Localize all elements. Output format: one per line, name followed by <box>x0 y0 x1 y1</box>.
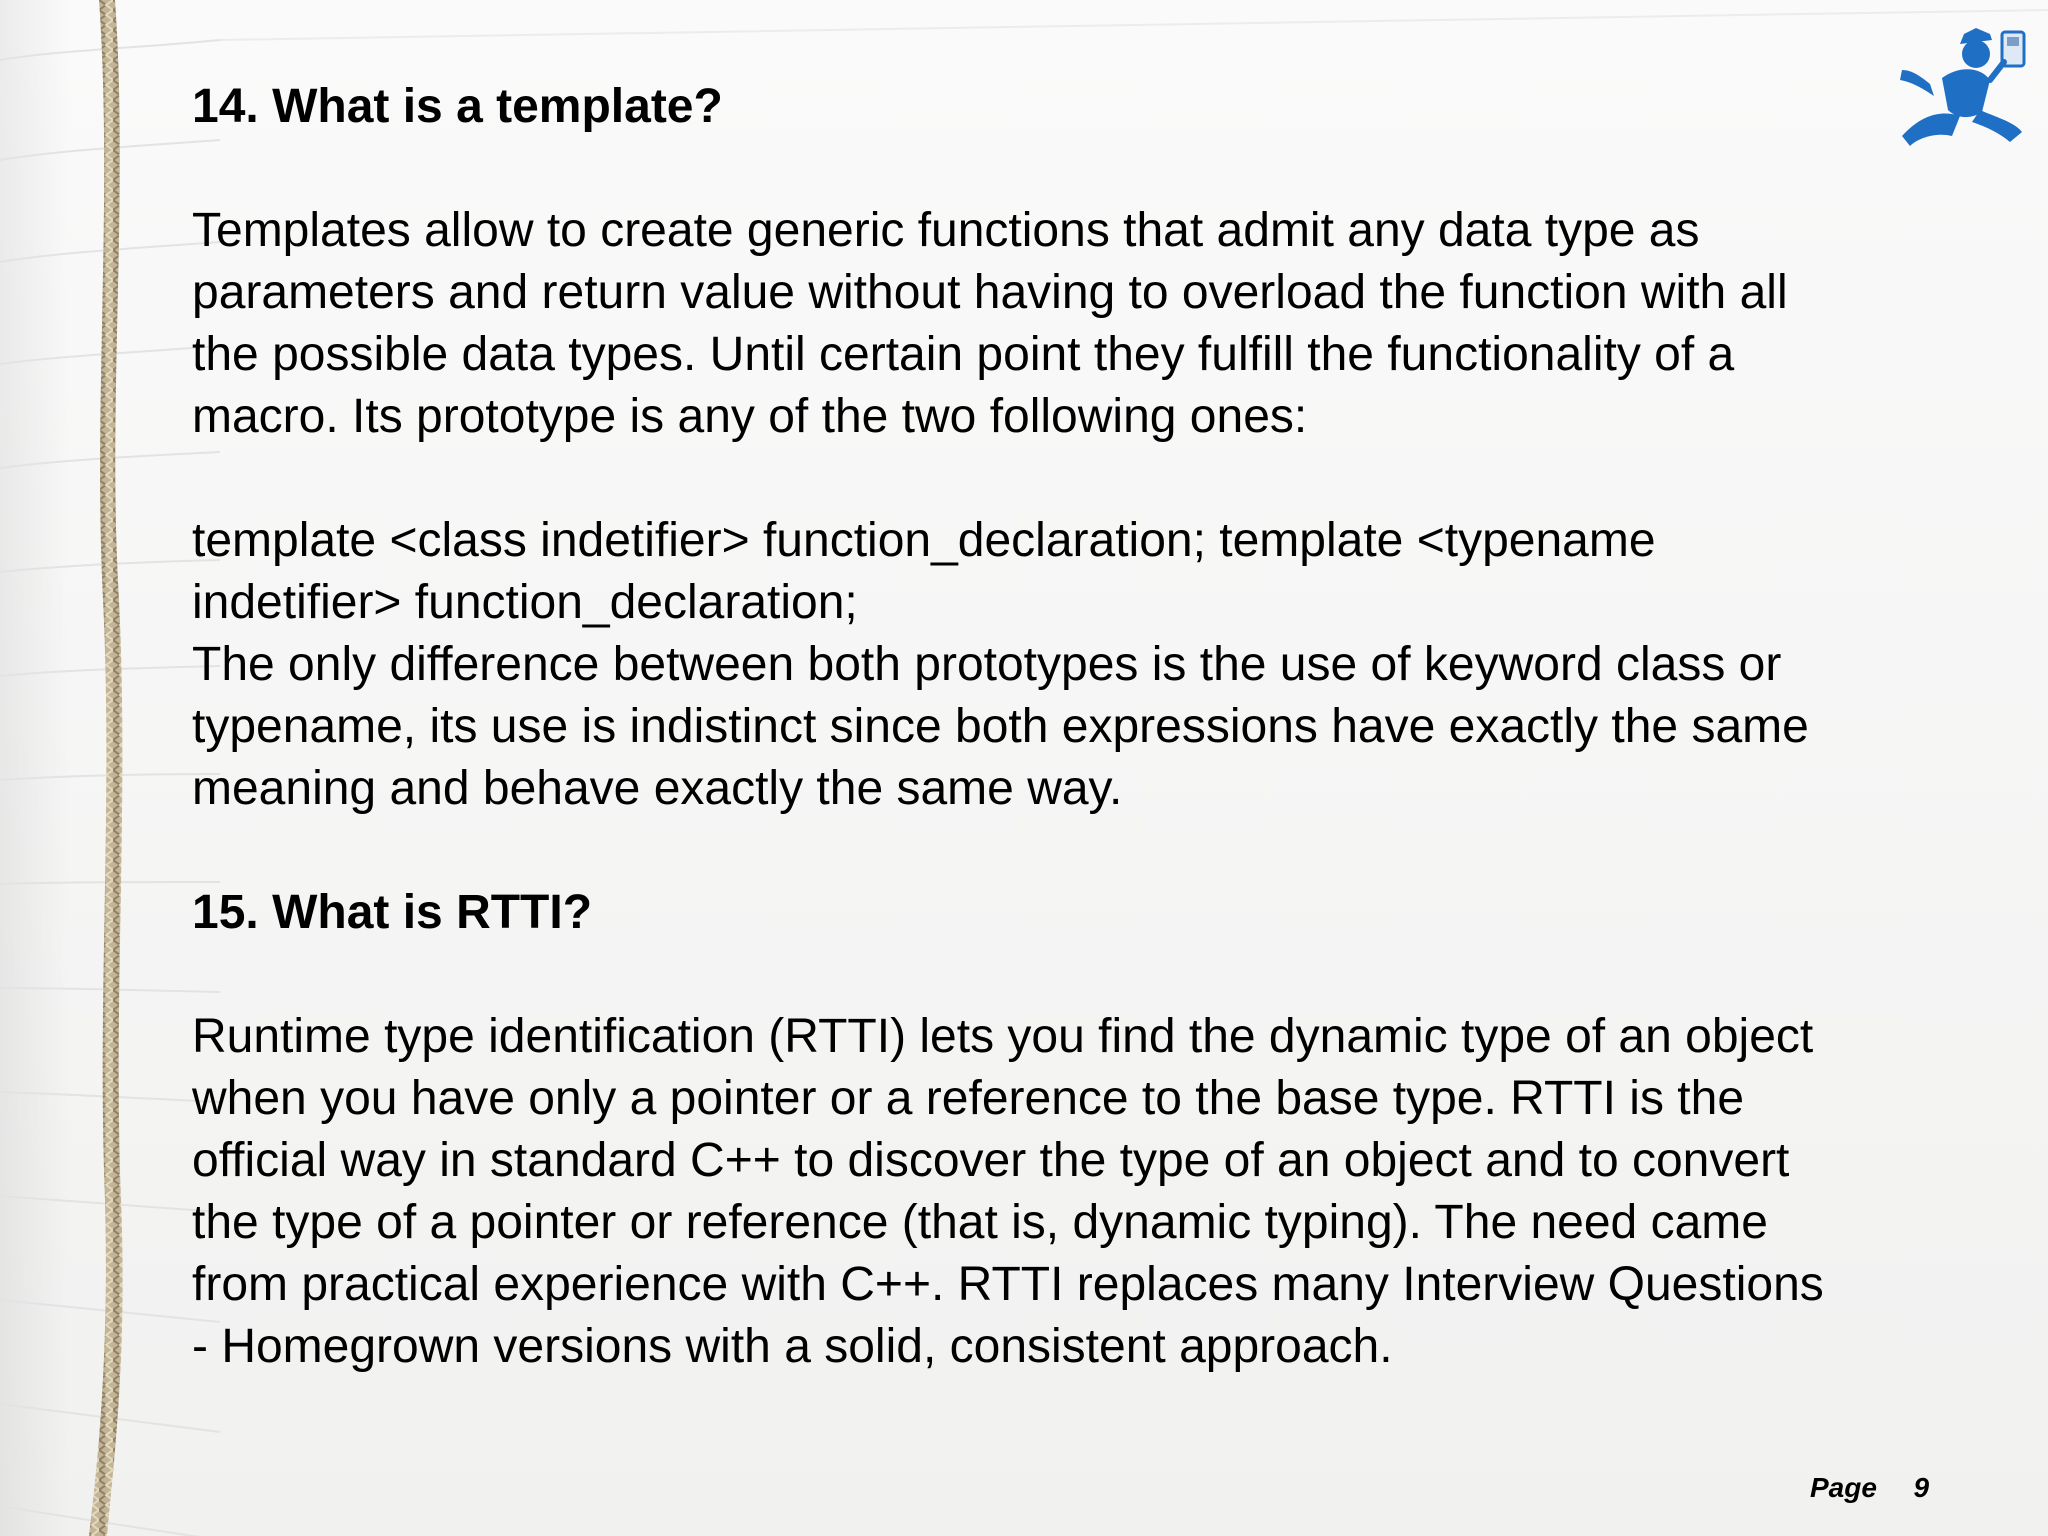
text-line: - Homegrown versions with a solid, consistent approach. <box>192 1320 1393 1373</box>
section-14-paragraph-2 <box>192 510 1952 820</box>
text-line: the type of a pointer or reference (that is, dynamic typing). The need came <box>192 1196 1768 1249</box>
page-content <box>192 76 1952 1378</box>
text-line: from practical experience with C++. RTTI replaces many Interview Questions <box>192 1258 1824 1311</box>
section-15-paragraph <box>192 1006 1952 1378</box>
text-line: macro. Its prototype is any of the two following ones: <box>192 390 1308 443</box>
spacer <box>192 138 1952 200</box>
spacer <box>192 820 1952 882</box>
section-14-heading: 14. What is a template? <box>192 80 723 133</box>
text-line: template <class indetifier> function_declaration; template <typename <box>192 514 1656 567</box>
text-line: The only difference between both prototypes is the use of keyword class or <box>192 638 1782 691</box>
section-15-heading: 15. What is RTTI? <box>192 886 593 939</box>
text-line: typename, its use is indistinct since both expressions have exactly the same <box>192 700 1809 753</box>
text-line: parameters and return value without having to overload the function with all <box>192 266 1788 319</box>
text-line: when you have only a pointer or a reference to the base type. RTTI is the <box>192 1072 1745 1125</box>
notebook-binding-cord <box>85 0 145 1536</box>
spacer <box>192 448 1952 510</box>
section-14-paragraph-1 <box>192 200 1952 448</box>
text-line: Templates allow to create generic functions that admit any data type as <box>192 204 1700 257</box>
spacer <box>192 944 1952 1006</box>
text-line: indetifier> function_declaration; <box>192 576 858 629</box>
text-line: meaning and behave exactly the same way. <box>192 762 1123 815</box>
page-number: Page 9 <box>1810 1472 1901 1503</box>
text-line: the possible data types. Until certain point they fulfill the functionality of a <box>192 328 1735 381</box>
text-line: Runtime type identification (RTTI) lets you find the dynamic type of an object <box>192 1010 1814 1063</box>
text-line: official way in standard C++ to discover the type of an object and to convert <box>192 1134 1790 1187</box>
